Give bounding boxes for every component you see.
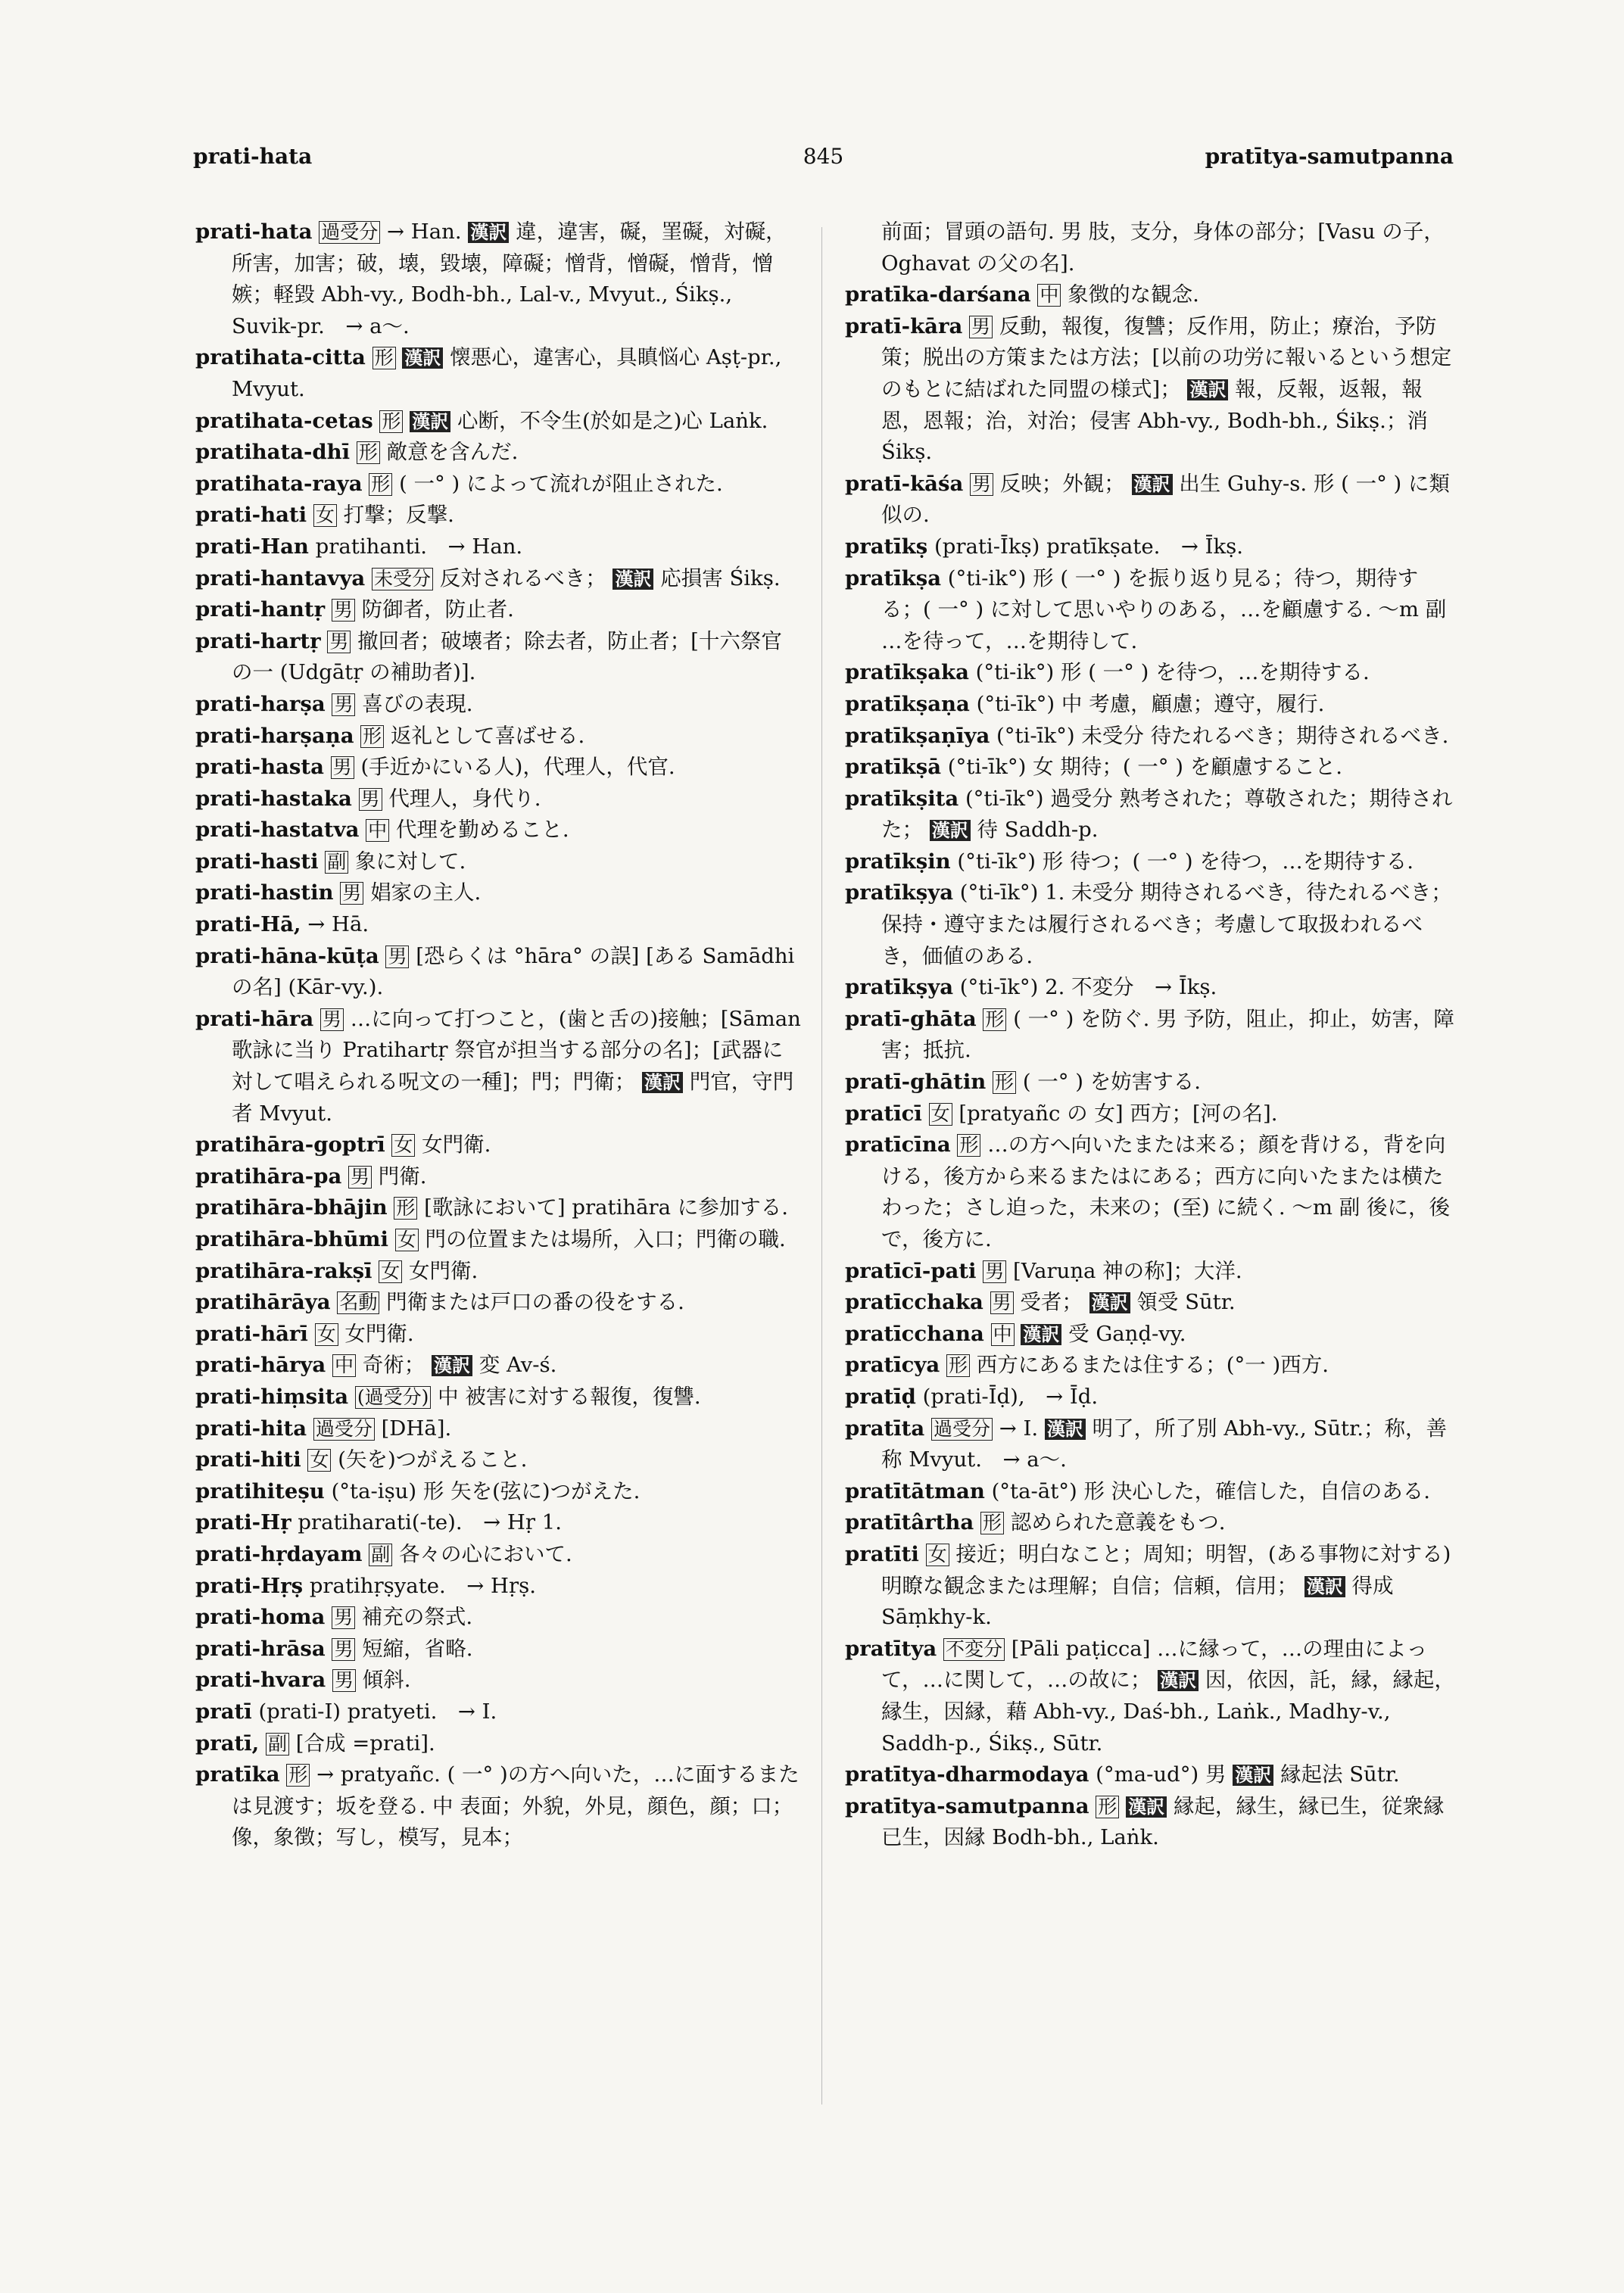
grammar-tag: 形 bbox=[983, 1008, 1006, 1031]
translation-marker: 漢訳 bbox=[1021, 1324, 1061, 1345]
grammar-tag: 形 bbox=[394, 1197, 417, 1220]
dictionary-entry bbox=[195, 1161, 801, 1193]
grammar-tag: 中 bbox=[991, 1323, 1015, 1346]
dictionary-entry bbox=[195, 1192, 801, 1224]
grammar-tag: 形 bbox=[1096, 1796, 1119, 1818]
dictionary-entry bbox=[845, 689, 1455, 721]
grammar-tag: 男 bbox=[340, 882, 363, 905]
grammar-tag: 女 bbox=[315, 1323, 338, 1346]
grammar-tag: 未受分 bbox=[372, 568, 433, 590]
dictionary-entry bbox=[845, 752, 1455, 784]
dictionary-entry bbox=[845, 311, 1455, 469]
headword: prati-hastin bbox=[195, 880, 334, 905]
dictionary-entry bbox=[195, 1665, 801, 1696]
dictionary-entry bbox=[845, 972, 1455, 1004]
headword: prati-hvara bbox=[195, 1668, 326, 1693]
headword: pratī-kāra bbox=[845, 313, 963, 338]
dictionary-entry bbox=[195, 877, 801, 909]
headword: prati-hasta bbox=[195, 755, 324, 780]
headword: pratihāra-bhūmi bbox=[195, 1227, 388, 1251]
dictionary-entry bbox=[195, 626, 801, 689]
definition-text: 撤回者；破壊者；除去者，防止者；[十六祭官の一 (Udgātṛ の補助者)]. bbox=[232, 628, 782, 685]
definition-text: 女門衛. bbox=[344, 1321, 414, 1346]
dictionary-entry bbox=[195, 1476, 801, 1508]
dictionary-entry bbox=[195, 1696, 801, 1728]
headword: prati-hārī bbox=[195, 1321, 308, 1346]
translation-marker: 漢訳 bbox=[930, 820, 971, 841]
headword: pratīti bbox=[845, 1541, 919, 1566]
grammar-tag: 形 bbox=[357, 441, 380, 464]
definition-text: 待 Saddh-p. bbox=[977, 818, 1099, 843]
dictionary-entry bbox=[195, 1539, 801, 1571]
definition-text: 得成 Sāṃkhy-k. bbox=[881, 1573, 1394, 1630]
headword: prati-Hṛṣ bbox=[195, 1573, 304, 1598]
dictionary-entry bbox=[195, 1571, 801, 1603]
headword: prati-hiṃsita bbox=[195, 1384, 349, 1409]
translation-marker: 漢訳 bbox=[642, 1072, 683, 1093]
definition-text: [歌詠において] pratihāra に参加する. bbox=[424, 1195, 788, 1220]
headword: prati-hata bbox=[195, 220, 313, 244]
translation-marker: 漢訳 bbox=[468, 222, 509, 243]
dictionary-entry bbox=[845, 1476, 1455, 1508]
dictionary-entry bbox=[195, 531, 801, 563]
page-number: 845 bbox=[803, 144, 844, 169]
definition-text: 奇術； bbox=[362, 1353, 425, 1378]
definition-text: pratihanti. → Han. bbox=[315, 534, 523, 559]
headword: pratītya bbox=[845, 1636, 937, 1661]
definition-text: 門衛. bbox=[378, 1164, 427, 1189]
dictionary-entry bbox=[845, 1507, 1455, 1539]
grammar-tag: 過受分 bbox=[931, 1418, 993, 1441]
dictionary-entry bbox=[195, 815, 801, 846]
definition-text: 返礼として喜ばせる. bbox=[391, 723, 585, 748]
headword: prati-hrāsa bbox=[195, 1636, 326, 1661]
dictionary-entry bbox=[195, 941, 801, 1004]
grammar-tag: 男 bbox=[320, 1008, 344, 1031]
dictionary-entry bbox=[845, 657, 1455, 689]
headword: pratītârtha bbox=[845, 1510, 974, 1535]
grammar-tag: 不変分 bbox=[943, 1638, 1005, 1661]
dictionary-entry bbox=[845, 1129, 1455, 1255]
headword: prati-harṣa bbox=[195, 691, 326, 716]
definition-text: 因，依因，託，縁，縁起，縁生，因縁，藉 Abh-vy., Daś-bh., Laṅk., Madhy-v., Saddh-p., Śikṣ., Sūtr. bbox=[881, 1668, 1455, 1756]
headword: prati-homa bbox=[195, 1605, 326, 1630]
definition-text: (°ta-iṣu) 形 矢を(弦に)つがえた. bbox=[331, 1478, 641, 1503]
headword: prati-hṛdayam bbox=[195, 1541, 363, 1566]
headword: pratīkṣaka bbox=[845, 660, 969, 685]
headword: pratīkṣya bbox=[845, 975, 954, 1000]
grammar-tag: 過受分 bbox=[319, 221, 380, 244]
header-left-guide-word: prati-hata bbox=[193, 144, 313, 169]
definition-text: (°ti-īk°) 女 期待；( 一° ) を顧慮すること. bbox=[947, 755, 1343, 780]
definition-text: 女門衛. bbox=[422, 1132, 491, 1157]
definition-text: 象徴的な観念. bbox=[1068, 282, 1199, 307]
definition-text: 門の位置または場所，入口；門衛の職. bbox=[425, 1227, 786, 1251]
grammar-tag: 形 bbox=[369, 473, 392, 496]
dictionary-entry bbox=[195, 1602, 801, 1634]
translation-marker: 漢訳 bbox=[613, 569, 653, 590]
right-column bbox=[845, 217, 1455, 1854]
headword: pratīkṣya bbox=[845, 880, 954, 905]
dictionary-entry bbox=[195, 1319, 801, 1351]
translation-marker: 漢訳 bbox=[1158, 1670, 1199, 1691]
headword: pratī-ghāta bbox=[845, 1006, 977, 1031]
grammar-tag: 形 bbox=[379, 410, 403, 433]
headword: prati-Hṛ bbox=[195, 1510, 291, 1535]
dictionary-entry bbox=[195, 1444, 801, 1476]
definition-text: …の方へ向いたまたは来る；顔を背ける，背を向ける，後方から来るまたはにある；西方に向いたまたは横たわった；さし迫った，未来の；(至) に続く. ～m 副 後に，後で，後方に. bbox=[881, 1132, 1450, 1251]
headword: pratītātman bbox=[845, 1478, 985, 1503]
headword: pratihata-raya bbox=[195, 471, 363, 496]
dictionary-entry bbox=[195, 342, 801, 405]
grammar-tag: 男 bbox=[990, 1291, 1014, 1314]
headword: prati-hāna-kūṭa bbox=[195, 943, 379, 968]
headword: prati-hantṛ bbox=[195, 597, 326, 622]
headword: pratihāra-goptrī bbox=[195, 1132, 385, 1157]
grammar-tag: 男 bbox=[969, 316, 993, 338]
dictionary-entry bbox=[845, 531, 1455, 563]
grammar-tag: 中 bbox=[1037, 284, 1061, 307]
definition-text: pratiharati(-te). → Hṛ 1. bbox=[298, 1510, 563, 1535]
dictionary-entry bbox=[195, 469, 801, 500]
grammar-tag: 副 bbox=[369, 1544, 392, 1566]
grammar-tag: 形 bbox=[372, 347, 396, 369]
definition-text: (°ti-īk°) 過受分 熟考された；尊敬された；期待された； bbox=[881, 786, 1453, 843]
headword: pratihata-cetas bbox=[195, 408, 373, 433]
dictionary-entry bbox=[845, 1634, 1455, 1759]
dictionary-entry bbox=[845, 846, 1455, 878]
headword: prati-hastatva bbox=[195, 818, 360, 843]
definition-text: 打撃；反撃. bbox=[343, 503, 454, 528]
grammar-tag: 過受分 bbox=[313, 1418, 375, 1441]
headword: pratīkṣa bbox=[845, 565, 942, 590]
definition-text: 象に対して. bbox=[355, 849, 466, 874]
dictionary-entry bbox=[845, 1791, 1455, 1854]
definition-text: (手近かにいる人)，代理人，代官. bbox=[360, 755, 675, 780]
dictionary-entry bbox=[845, 1256, 1455, 1288]
headword: prati-hita bbox=[195, 1416, 307, 1441]
dictionary-entry bbox=[195, 689, 801, 721]
grammar-tag: 女 bbox=[395, 1229, 419, 1251]
grammar-tag: 男 bbox=[983, 1260, 1006, 1283]
headword: pratīkṣ bbox=[845, 534, 928, 559]
grammar-tag: 男 bbox=[332, 1669, 356, 1692]
dictionary-entry bbox=[195, 1287, 801, 1319]
definition-text: (°ta-āt°) 形 決心した，確信した，自信のある. bbox=[991, 1478, 1430, 1503]
translation-marker: 漢訳 bbox=[1132, 474, 1173, 495]
headword: pratihāra-rakṣī bbox=[195, 1258, 372, 1283]
definition-text: 心断，不令生(於如是之)心 Laṅk. bbox=[457, 408, 768, 433]
headword: pratīcīna bbox=[845, 1132, 951, 1157]
headword: pratīkṣaṇa bbox=[845, 691, 970, 716]
dictionary-entry bbox=[845, 1098, 1455, 1130]
definition-text: 出生 Guhy-s. 形 ( 一° ) に類似の. bbox=[881, 471, 1451, 528]
headword: pratītya-samutpanna bbox=[845, 1793, 1089, 1818]
grammar-tag: 男 bbox=[327, 631, 351, 653]
left-column bbox=[195, 217, 801, 1854]
grammar-tag: 女 bbox=[307, 1449, 331, 1472]
grammar-tag: 男 bbox=[331, 756, 354, 779]
grammar-tag: 男 bbox=[385, 946, 409, 968]
definition-text: …に向って打つこと，(歯と舌の)接触；[Sāman歌詠に当り Pratihartṛ 祭官が担当する部分の名]；[武器に対して唱えられる呪文の一種]；門；門衛； bbox=[232, 1006, 801, 1095]
headword: pratihāra-bhājin bbox=[195, 1195, 388, 1220]
dictionary-entry bbox=[195, 1256, 801, 1288]
headword: pratihārāya bbox=[195, 1290, 331, 1315]
definition-text: 娼家の主人. bbox=[370, 880, 482, 905]
dictionary-entry bbox=[195, 1129, 801, 1161]
headword: pratihiteṣu bbox=[195, 1478, 325, 1503]
headword: pratīta bbox=[845, 1416, 925, 1441]
grammar-tag: 女 bbox=[929, 1103, 952, 1126]
translation-marker: 漢訳 bbox=[402, 347, 443, 369]
definition-text: → pratyañc. ( 一° )の方へ向いた，…に面するまたは見渡す；坂を登る. 中 表面；外貌，外見，顔色，顔；口；像，象徴；写し，模写，見本； bbox=[232, 1762, 800, 1850]
grammar-tag: 女 bbox=[379, 1260, 402, 1283]
dictionary-entry bbox=[845, 1759, 1455, 1791]
definition-text: (prati-I) pratyeti. → I. bbox=[258, 1699, 497, 1724]
dictionary-entry bbox=[845, 721, 1455, 752]
definition-text: ( 一° ) を防ぐ. 男 予防，阻止，抑止，妨害，障害；抵抗. bbox=[881, 1006, 1454, 1063]
headword: pratī, bbox=[195, 1731, 260, 1756]
definition-text: [Varuṇa 神の称]；大洋. bbox=[1013, 1258, 1242, 1283]
headword: prati-hati bbox=[195, 503, 307, 528]
definition-text: 領受 Sūtr. bbox=[1136, 1290, 1236, 1315]
dictionary-entry bbox=[845, 1382, 1455, 1413]
header-right-guide-word: pratītya-samutpanna bbox=[1205, 144, 1454, 169]
dictionary-entry bbox=[195, 1507, 801, 1539]
dictionary-entry bbox=[845, 469, 1455, 531]
definition-text: → Han. bbox=[386, 220, 462, 244]
definition-text: 反映；外観； bbox=[999, 471, 1125, 496]
headword: pratīkṣā bbox=[845, 755, 942, 780]
headword: pratīḍ bbox=[845, 1384, 916, 1409]
dictionary-entry bbox=[845, 1350, 1455, 1382]
definition-text: → I. bbox=[999, 1416, 1039, 1441]
definition-text: [Pāli paṭicca] …に縁って，…の理由によって，…に関して，…の故に； bbox=[881, 1636, 1428, 1693]
grammar-tag: 形 bbox=[993, 1071, 1016, 1094]
definition-text: 受 Gaṇḍ-vy. bbox=[1068, 1321, 1186, 1346]
dictionary-entry bbox=[195, 217, 801, 342]
headword: prati-hasti bbox=[195, 849, 319, 874]
headword: pratīka bbox=[195, 1762, 280, 1787]
headword: pratī-kāśa bbox=[845, 471, 964, 496]
headword: pratihāra-pa bbox=[195, 1164, 342, 1189]
definition-text: 代理人，身代り. bbox=[388, 786, 541, 811]
headword: prati-hāra bbox=[195, 1006, 314, 1031]
grammar-tag: 副 bbox=[266, 1733, 289, 1756]
dictionary-entry bbox=[195, 909, 801, 941]
dictionary-entry bbox=[195, 1004, 801, 1129]
headword: pratī-ghātin bbox=[845, 1070, 987, 1095]
grammar-tag: 男 bbox=[332, 693, 355, 716]
dictionary-entry bbox=[845, 217, 1455, 279]
definition-text: 縁起，縁生，縁已生，従衆縁已生，因縁 Bodh-bh., Laṅk. bbox=[881, 1793, 1445, 1850]
dictionary-entry bbox=[195, 437, 801, 469]
definition-text: (°ma-ud°) 男 bbox=[1096, 1762, 1227, 1787]
definition-text: [pratyañc の 女] 西方；[河の名]. bbox=[959, 1101, 1278, 1126]
dictionary-entry bbox=[195, 1350, 801, 1382]
headword: prati-hantavya bbox=[195, 565, 366, 590]
definition-text: 敵意を含んだ. bbox=[386, 440, 519, 465]
definition-text: 代理を勤めること. bbox=[395, 818, 569, 843]
definition-text: 門衛または戸口の番の役をする. bbox=[386, 1290, 684, 1315]
grammar-tag: 形 bbox=[957, 1134, 980, 1157]
headword: pratītya-dharmodaya bbox=[845, 1762, 1089, 1787]
grammar-tag: 女 bbox=[391, 1134, 415, 1157]
grammar-tag: (過受分) bbox=[355, 1386, 432, 1409]
definition-text: → Hā. bbox=[307, 912, 369, 937]
grammar-tag: 男 bbox=[332, 1638, 355, 1661]
grammar-tag: 形 bbox=[360, 725, 384, 748]
dictionary-entry bbox=[195, 784, 801, 815]
definition-text: 認められた意義をもつ. bbox=[1010, 1510, 1226, 1535]
grammar-tag: 男 bbox=[348, 1166, 372, 1189]
headword: pratīkṣin bbox=[845, 849, 951, 874]
headword: pratīcchana bbox=[845, 1321, 984, 1346]
headword: pratīkṣaṇīya bbox=[845, 723, 990, 748]
headword: prati-hartṛ bbox=[195, 628, 321, 653]
definition-text: (°ti-īk°) 1. 未受分 期待されるべき，待たれるべき；保持・遵守または履行されるべき；考慮して取扱われるべき，価値のある. bbox=[881, 880, 1452, 968]
running-head bbox=[193, 144, 1454, 182]
grammar-tag: 名動 bbox=[337, 1291, 379, 1314]
headword: pratīkṣita bbox=[845, 786, 959, 811]
dictionary-entry bbox=[845, 1413, 1455, 1476]
dictionary-entry bbox=[195, 721, 801, 752]
definition-text: pratihṛṣyate. → Hṛṣ. bbox=[309, 1573, 537, 1598]
headword: prati-hārya bbox=[195, 1353, 326, 1378]
dictionary-entry bbox=[195, 1728, 801, 1760]
grammar-tag: 形 bbox=[286, 1764, 310, 1787]
definition-text: 縁起法 Sūtr. bbox=[1280, 1762, 1400, 1787]
definition-text: 受者； bbox=[1020, 1290, 1083, 1315]
dictionary-entry bbox=[845, 1319, 1455, 1351]
translation-marker: 漢訳 bbox=[432, 1355, 472, 1376]
dictionary-entry bbox=[195, 500, 801, 531]
headword: pratīcya bbox=[845, 1353, 940, 1378]
definition-text: (°ti-īk°) 形 待つ；( 一° ) を待つ，…を期待する. bbox=[957, 849, 1414, 874]
dictionary-entry bbox=[195, 1382, 801, 1413]
headword: pratīcī bbox=[845, 1101, 922, 1126]
grammar-tag: 男 bbox=[332, 599, 355, 622]
definition-text: [DHā]. bbox=[381, 1416, 452, 1441]
headword: pratihata-dhī bbox=[195, 440, 351, 465]
column-divider bbox=[821, 227, 822, 2105]
dictionary-entry bbox=[195, 563, 801, 595]
definition-text: 傾斜. bbox=[362, 1668, 411, 1693]
definition-text: 女門衛. bbox=[409, 1258, 478, 1283]
definition-text: 報，反報，返報，報恩，恩報；治，対治；侵害 Abh-vy., Bodh-bh., Śikṣ.；消 Śikṣ. bbox=[881, 376, 1428, 465]
grammar-tag: 形 bbox=[946, 1354, 970, 1377]
headword: pratīcī-pati bbox=[845, 1258, 977, 1283]
translation-marker: 漢訳 bbox=[410, 411, 450, 432]
dictionary-entry bbox=[195, 1634, 801, 1665]
grammar-tag: 中 bbox=[366, 819, 389, 842]
headword: prati-Hā, bbox=[195, 912, 301, 937]
grammar-tag: 男 bbox=[332, 1606, 355, 1629]
translation-marker: 漢訳 bbox=[1045, 1419, 1086, 1440]
definition-text: 喜びの表現. bbox=[362, 691, 473, 716]
definition-text: 反動，報復，復讐；反作用，防止；療治，予防策；脱出の方策または方法；[以前の功労に報いるという想定のもとに結ばれた同盟の様式]； bbox=[881, 313, 1452, 401]
dictionary-entry bbox=[845, 563, 1455, 658]
headword: pratīcchaka bbox=[845, 1290, 983, 1315]
definition-text: (°ti-ik°) 形 ( 一° ) を待つ，…を期待する. bbox=[975, 660, 1370, 685]
definition-text: 応損害 Śikṣ. bbox=[660, 565, 781, 590]
definition-text: (°ti-īk°) 中 考慮，顧慮；遵守，履行. bbox=[976, 691, 1325, 716]
translation-marker: 漢訳 bbox=[1233, 1765, 1273, 1786]
grammar-tag: 女 bbox=[313, 504, 337, 527]
dictionary-entry bbox=[845, 1539, 1455, 1634]
headword: prati-hastaka bbox=[195, 786, 352, 811]
definition-text: (prati-Īḍ), → Īḍ. bbox=[922, 1384, 1099, 1409]
dictionary-entry bbox=[195, 406, 801, 438]
headword: pratīka-darśana bbox=[845, 282, 1031, 307]
dictionary-entry bbox=[845, 877, 1455, 972]
definition-text: (矢を)つがえること. bbox=[338, 1447, 528, 1472]
definition-text: 明了，所了別 Abh-vy., Sūtr.；称，善称 Mvyut. → a～. bbox=[881, 1416, 1447, 1472]
definition-text: 防御者，防止者. bbox=[361, 597, 514, 622]
definition-text: [恐らくは °hāra° の誤] [ある Samādhi の名] (Kār-vy.). bbox=[232, 943, 795, 1000]
definition-text: 前面；冒頭の語句. 男 肢，支分，身体の部分；[Vasu の子，Oghavat の父の名]. bbox=[881, 220, 1445, 276]
headword: prati-harṣaṇa bbox=[195, 723, 354, 748]
translation-marker: 漢訳 bbox=[1187, 379, 1228, 400]
definition-text: 門官，守門者 Mvyut. bbox=[232, 1070, 794, 1126]
definition-text: 反対されるべき； bbox=[439, 565, 606, 590]
definition-text: (°ti-īk°) 未受分 待たれるべき；期待されるべき. bbox=[996, 723, 1449, 748]
dictionary-entry bbox=[845, 1067, 1455, 1098]
definition-text: 各々の心において. bbox=[399, 1541, 572, 1566]
grammar-tag: 男 bbox=[359, 788, 382, 811]
dictionary-entry bbox=[845, 1287, 1455, 1319]
definition-text: (°ti-īk°) 2. 不変分 → Īkṣ. bbox=[959, 975, 1217, 1000]
dictionary-entry bbox=[195, 594, 801, 626]
dictionary-entry bbox=[195, 1413, 801, 1445]
definition-text: ( 一° ) を妨害する. bbox=[1022, 1070, 1201, 1095]
translation-marker: 漢訳 bbox=[1126, 1796, 1167, 1818]
definition-text: 接近；明白なこと；周知；明智，(ある事物に対する)明瞭な観念または理解；自信；信頼，信用； bbox=[881, 1541, 1451, 1598]
grammar-tag: 男 bbox=[970, 473, 993, 496]
grammar-tag: 副 bbox=[325, 851, 348, 874]
translation-marker: 漢訳 bbox=[1089, 1292, 1130, 1313]
dictionary-entry bbox=[845, 784, 1455, 846]
dictionary-entry bbox=[845, 1004, 1455, 1067]
definition-text: 違，違害，礙，罣礙，対礙，所害，加害；破，壊，毀壊，障礙；憎背，憎礙，憎背，憎嫉；軽毀 Abh-vy., Bodh-bh., Lal-v., Mvyut., Śikṣ., Suvik-pr. → a～. bbox=[232, 220, 787, 338]
definition-text: ( 一° ) によって流れが阻止された. bbox=[399, 471, 723, 496]
headword: prati-Han bbox=[195, 534, 309, 559]
dictionary-entry bbox=[195, 1224, 801, 1256]
grammar-tag: 中 bbox=[332, 1354, 356, 1377]
dictionary-entry bbox=[195, 1759, 801, 1854]
definition-text: 変 Av-ś. bbox=[478, 1353, 557, 1378]
definition-text: 西方にあるまたは住する；(°一 )西方. bbox=[976, 1353, 1329, 1378]
definition-text: 補充の祭式. bbox=[361, 1605, 473, 1630]
definition-text: (°ti-ik°) 形 ( 一° ) を振り返り見る；待つ，期待する；( 一° ) に対して思いやりのある，…を顧慮する. ～m 副 …を待って，…を期待して. bbox=[881, 565, 1447, 653]
dictionary-entry bbox=[195, 752, 801, 784]
definition-text: 中 被害に対する報復，復讐. bbox=[438, 1384, 701, 1409]
headword: pratihata-citta bbox=[195, 345, 366, 370]
headword: prati-hiti bbox=[195, 1447, 301, 1472]
definition-text: 短縮，省略. bbox=[362, 1636, 473, 1661]
headword: pratī bbox=[195, 1699, 252, 1724]
dictionary-entry bbox=[845, 279, 1455, 311]
grammar-tag: 女 bbox=[926, 1544, 949, 1566]
dictionary-entry bbox=[195, 846, 801, 878]
grammar-tag: 形 bbox=[980, 1512, 1004, 1534]
definition-text: [合成 =prati]. bbox=[295, 1731, 435, 1756]
definition-text: 懐悪心，違害心，具瞋悩心 Aṣṭ-pr., Mvyut. bbox=[232, 345, 782, 401]
translation-marker: 漢訳 bbox=[1304, 1576, 1345, 1597]
definition-text: (prati-Īkṣ) pratīkṣate. → Īkṣ. bbox=[934, 534, 1243, 559]
